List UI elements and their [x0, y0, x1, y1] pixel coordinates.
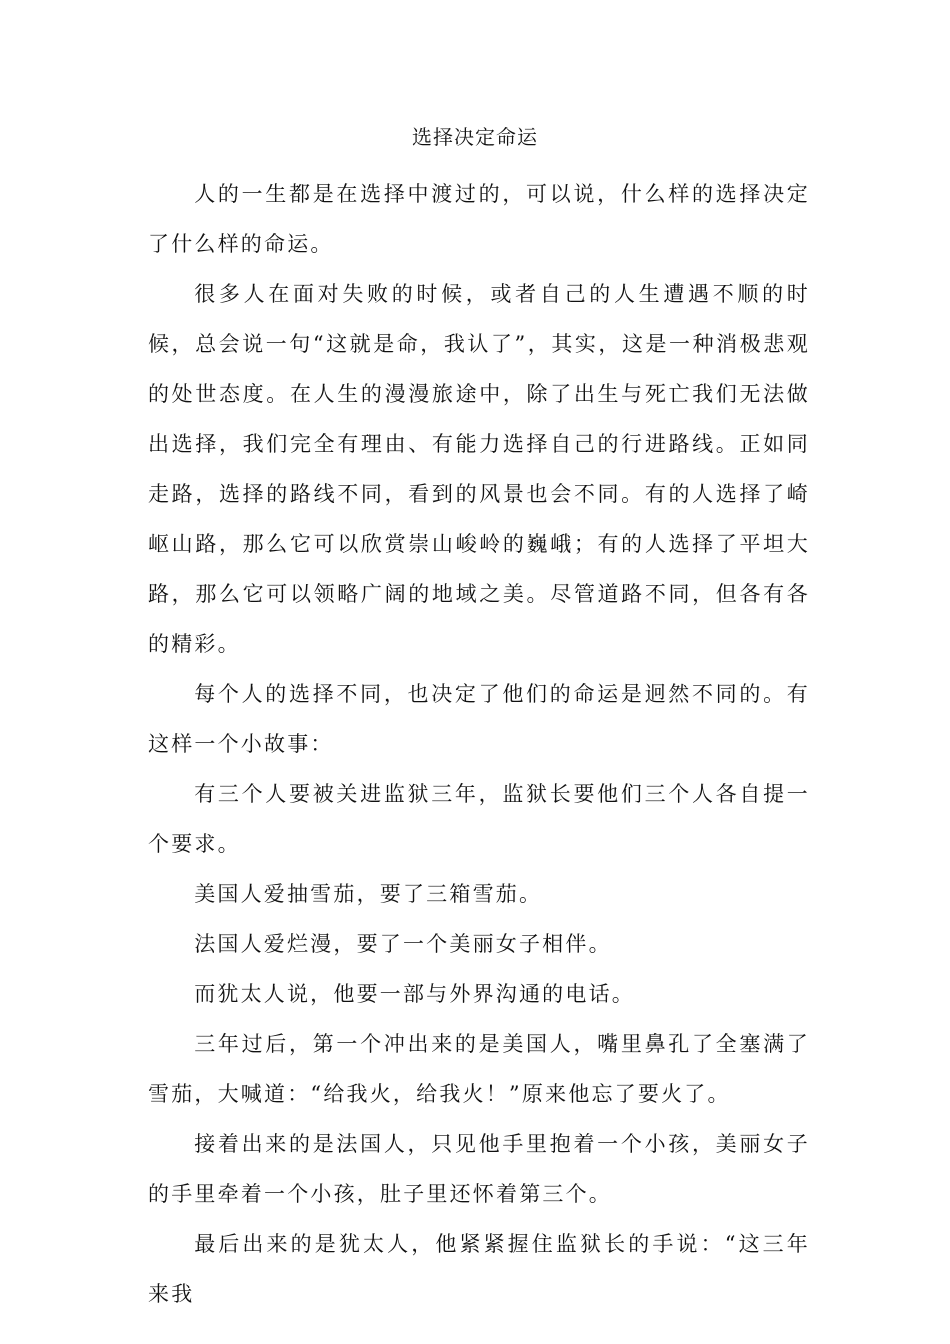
paragraph: 接着出来的是法国人，只见他手里抱着一个小孩，美丽女子的手里牵着一个小孩，肚子里还怀着第三个。: [148, 1132, 810, 1206]
paragraph: 很多人在面对失败的时候，或者自己的人生遭遇不顺的时候，总会说一句“这就是命，我认了”，其实，这是一种消极悲观的处世态度。在人生的漫漫旅途中，除了出生与死亡我们无法做出选择，我们完全有理由、有能力选择自己的行进路线。正如同走路，选择的路线不同，看到的风景也会不同。有的人选择了崎岖山路，那么它可以欣赏崇山峻岭的巍峨；有的人选择了平坦大路，那么它可以领略广阔的地域之美。尽管道路不同，但各有各的精彩。: [148, 282, 810, 656]
paragraph: 美国人爱抽雪茄，要了三箱雪茄。: [194, 882, 543, 906]
paragraph: 法国人爱烂漫，要了一个美丽女子相伴。: [194, 932, 612, 956]
paragraph: 每个人的选择不同，也决定了他们的命运是迥然不同的。有这样一个小故事：: [148, 682, 810, 756]
paragraph: 最后出来的是犹太人，他紧紧握住监狱长的手说：“这三年来我: [148, 1232, 810, 1306]
document-body: [148, 169, 810, 1319]
paragraph: 人的一生都是在选择中渡过的，可以说，什么样的选择决定了什么样的命运。: [148, 182, 810, 256]
document-title: 选择决定命运: [412, 125, 538, 149]
paragraph: 有三个人要被关进监狱三年，监狱长要他们三个人各自提一个要求。: [148, 782, 810, 856]
paragraph: 而犹太人说，他要一部与外界沟通的电话。: [194, 982, 635, 1006]
paragraph: 三年过后，第一个冲出来的是美国人，嘴里鼻孔了全塞满了雪茄，大喊道：“给我火，给我火！”原来他忘了要火了。: [148, 1032, 810, 1106]
